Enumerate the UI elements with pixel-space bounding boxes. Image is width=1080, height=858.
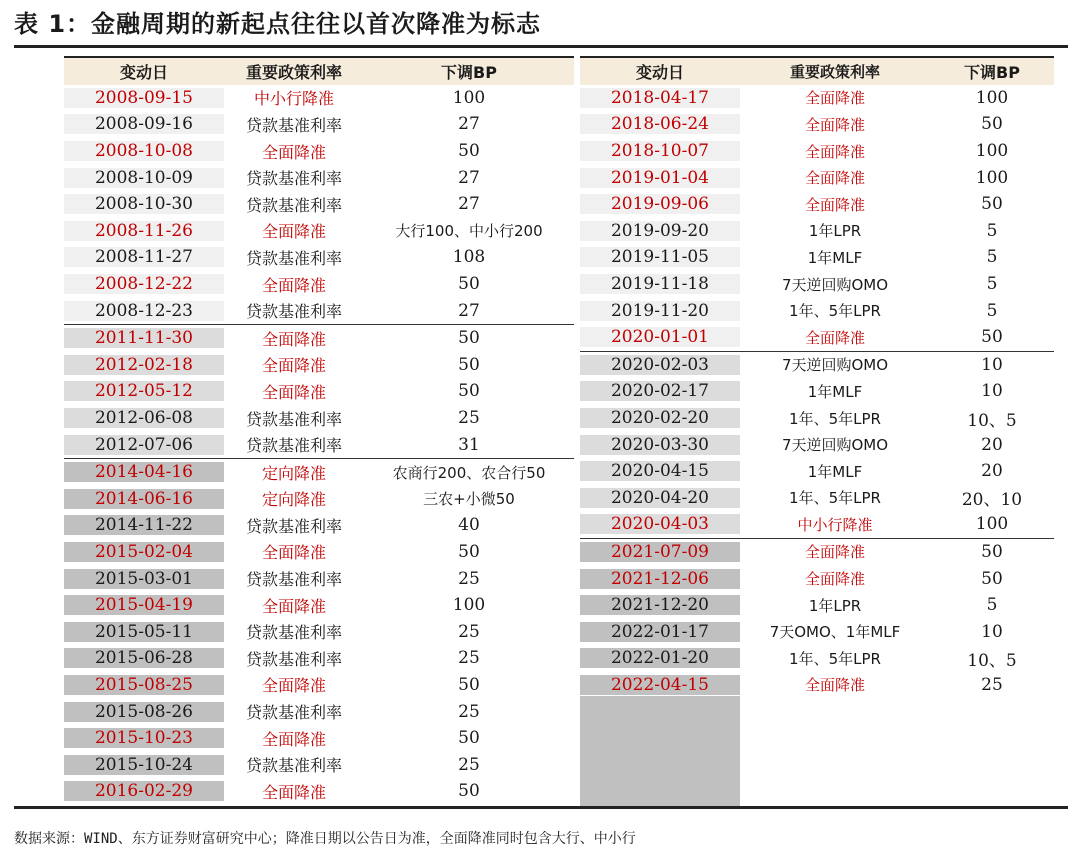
policy-cell: 贷款基准利率 bbox=[245, 703, 342, 723]
policy-cell: 全面降准 bbox=[261, 382, 326, 402]
bp-cell: 100 bbox=[975, 514, 1009, 535]
table-row bbox=[580, 538, 1054, 566]
bp-cell: 25 bbox=[458, 754, 480, 775]
policy-cell: 全面降准 bbox=[804, 676, 865, 695]
table-row bbox=[64, 618, 574, 645]
table-row bbox=[64, 751, 574, 778]
bp-cell: 108 bbox=[452, 247, 486, 268]
policy-cell: 7天逆回购OMO bbox=[781, 356, 889, 375]
bp-cell: 27 bbox=[458, 114, 480, 135]
policy-cell: 贷款基准利率 bbox=[245, 169, 342, 189]
policy-cell: 全面降准 bbox=[804, 115, 865, 134]
date-cell: 2015-08-26 bbox=[64, 702, 224, 722]
policy-cell: 1年MLF bbox=[807, 462, 863, 481]
date-cell: 2022-01-17 bbox=[580, 622, 740, 642]
bp-cell: 25 bbox=[458, 621, 480, 642]
table-row bbox=[580, 378, 1054, 405]
policy-cell: 定向降准 bbox=[261, 463, 326, 483]
policy-cell: 全面降准 bbox=[261, 676, 326, 696]
bp-cell: 10 bbox=[981, 381, 1003, 402]
table-row bbox=[64, 645, 574, 672]
policy-cell: 中小行降准 bbox=[797, 515, 873, 534]
date-cell: 2014-11-22 bbox=[64, 515, 224, 535]
empty-shaded-cell bbox=[580, 696, 740, 806]
policy-cell: 全面降准 bbox=[261, 222, 326, 242]
policy-cell: 全面降准 bbox=[261, 142, 326, 162]
bp-cell: 25 bbox=[458, 701, 480, 722]
policy-cell: 全面降准 bbox=[804, 195, 865, 214]
bp-cell: 100 bbox=[452, 87, 486, 108]
table-row bbox=[64, 244, 574, 271]
date-cell: 2008-10-08 bbox=[64, 141, 224, 161]
policy-cell: 定向降准 bbox=[261, 490, 326, 510]
policy-cell: 1年MLF bbox=[807, 382, 863, 401]
header-bp: 下调BP bbox=[964, 62, 1020, 82]
date-cell: 2008-10-30 bbox=[64, 194, 224, 214]
policy-cell: 贷款基准利率 bbox=[245, 409, 342, 429]
bp-cell: 50 bbox=[458, 381, 480, 402]
bp-cell: 50 bbox=[981, 194, 1003, 215]
table-row bbox=[580, 271, 1054, 298]
date-cell: 2012-06-08 bbox=[64, 408, 224, 428]
table-row bbox=[580, 511, 1054, 538]
bp-cell: 50 bbox=[458, 328, 480, 349]
date-cell: 2020-04-15 bbox=[580, 461, 740, 481]
date-cell: 2019-11-05 bbox=[580, 247, 740, 267]
bp-cell: 20、10 bbox=[961, 490, 1023, 511]
bp-cell: 50 bbox=[458, 274, 480, 295]
date-cell: 2015-10-23 bbox=[64, 728, 224, 748]
bp-cell: 50 bbox=[458, 728, 480, 749]
date-cell: 2022-01-20 bbox=[580, 648, 740, 668]
bp-cell: 50 bbox=[458, 674, 480, 695]
bp-cell: 50 bbox=[981, 568, 1003, 589]
table-row bbox=[64, 297, 574, 324]
date-cell: 2014-06-16 bbox=[64, 489, 224, 509]
table-row bbox=[64, 271, 574, 298]
policy-cell: 全面降准 bbox=[804, 543, 865, 562]
table-row bbox=[64, 539, 574, 566]
header-date: 变动日 bbox=[635, 62, 684, 82]
table-row bbox=[580, 324, 1054, 351]
policy-cell: 1年、5年LPR bbox=[789, 649, 881, 668]
policy-cell: 全面降准 bbox=[804, 169, 865, 188]
date-cell: 2019-11-20 bbox=[580, 301, 740, 321]
table-row bbox=[580, 111, 1054, 138]
date-cell: 2015-06-28 bbox=[64, 648, 224, 668]
bp-cell: 20 bbox=[981, 461, 1003, 482]
table-row bbox=[64, 672, 574, 699]
date-cell: 2014-04-16 bbox=[64, 462, 224, 482]
policy-cell: 1年、5年LPR bbox=[789, 489, 881, 508]
top-rule bbox=[14, 45, 1068, 48]
policy-cell: 全面降准 bbox=[261, 782, 326, 802]
date-cell: 2020-01-01 bbox=[580, 327, 740, 347]
policy-cell: 全面降准 bbox=[261, 329, 326, 349]
bp-cell: 50 bbox=[981, 541, 1003, 562]
date-cell: 2008-12-23 bbox=[64, 301, 224, 321]
bp-cell: 5 bbox=[986, 595, 998, 616]
date-cell: 2015-08-25 bbox=[64, 675, 224, 695]
policy-cell: 全面降准 bbox=[261, 356, 326, 376]
date-cell: 2008-11-26 bbox=[64, 221, 224, 241]
bp-cell: 20 bbox=[981, 434, 1003, 455]
bp-cell: 27 bbox=[458, 167, 480, 188]
date-cell: 2012-02-18 bbox=[64, 355, 224, 375]
bp-cell: 50 bbox=[458, 541, 480, 562]
left-table bbox=[64, 58, 574, 805]
policy-cell: 1年MLF bbox=[807, 248, 863, 267]
bp-cell: 100 bbox=[975, 167, 1009, 188]
policy-cell: 贷款基准利率 bbox=[245, 570, 342, 590]
bp-cell: 10 bbox=[981, 354, 1003, 375]
left-table-body bbox=[64, 85, 574, 805]
table-row bbox=[64, 725, 574, 752]
policy-cell: 1年、5年LPR bbox=[789, 302, 881, 321]
policy-cell: 全面降准 bbox=[804, 570, 865, 589]
bp-cell: 25 bbox=[458, 568, 480, 589]
table-row bbox=[64, 218, 574, 245]
date-cell: 2011-11-30 bbox=[64, 328, 224, 348]
policy-cell: 全面降准 bbox=[804, 142, 865, 161]
date-cell: 2021-12-06 bbox=[580, 569, 740, 589]
table-row bbox=[580, 431, 1054, 458]
table-row bbox=[64, 352, 574, 379]
table-row bbox=[64, 778, 574, 805]
date-cell: 2020-04-03 bbox=[580, 514, 740, 534]
table-row bbox=[64, 378, 574, 405]
date-cell: 2015-02-04 bbox=[64, 542, 224, 562]
bottom-rule bbox=[14, 806, 1068, 809]
source-note: 数据来源：WIND、东方证券财富研究中心；降准日期以公告日为准，全面降准同时包含大行、中小行 bbox=[14, 831, 636, 847]
policy-cell: 贷款基准利率 bbox=[245, 649, 342, 669]
table-row bbox=[580, 485, 1054, 512]
bp-cell: 50 bbox=[458, 781, 480, 802]
table-row bbox=[580, 164, 1054, 191]
bp-cell: 5 bbox=[986, 300, 998, 321]
bp-cell: 50 bbox=[458, 141, 480, 162]
bp-cell: 农商行200、农合行50 bbox=[392, 463, 546, 482]
header-policy: 重要政策利率 bbox=[789, 62, 880, 81]
table-row bbox=[580, 218, 1054, 245]
right-table bbox=[580, 58, 1054, 698]
table-row bbox=[64, 324, 574, 352]
bp-cell: 100 bbox=[975, 141, 1009, 162]
bp-cell: 27 bbox=[458, 194, 480, 215]
policy-cell: 全面降准 bbox=[804, 89, 865, 108]
table-row bbox=[64, 698, 574, 725]
table-row bbox=[64, 405, 574, 432]
policy-cell: 贷款基准利率 bbox=[245, 516, 342, 536]
table-row bbox=[580, 645, 1054, 672]
table-title: 表 1：金融周期的新起点往往以首次降准为标志 bbox=[14, 10, 542, 38]
date-cell: 2015-05-11 bbox=[64, 622, 224, 642]
table-row bbox=[64, 111, 574, 138]
policy-cell: 7天逆回购OMO bbox=[781, 436, 889, 455]
date-cell: 2021-07-09 bbox=[580, 542, 740, 562]
table-row bbox=[64, 565, 574, 592]
table-row bbox=[580, 85, 1054, 112]
bp-cell: 10、5 bbox=[967, 650, 1017, 671]
policy-cell: 1年、5年LPR bbox=[789, 409, 881, 428]
header-bp: 下调BP bbox=[441, 62, 497, 82]
table-row bbox=[580, 191, 1054, 218]
date-cell: 2015-04-19 bbox=[64, 595, 224, 615]
date-cell: 2021-12-20 bbox=[580, 595, 740, 615]
date-cell: 2019-01-04 bbox=[580, 168, 740, 188]
bp-cell: 100 bbox=[452, 595, 486, 616]
table-row bbox=[580, 672, 1054, 699]
date-cell: 2015-10-24 bbox=[64, 755, 224, 775]
bp-cell: 50 bbox=[981, 114, 1003, 135]
date-cell: 2008-12-22 bbox=[64, 274, 224, 294]
table-row bbox=[580, 565, 1054, 592]
policy-cell: 贷款基准利率 bbox=[245, 436, 342, 456]
bp-cell: 5 bbox=[986, 247, 998, 268]
bp-cell: 5 bbox=[986, 274, 998, 295]
date-cell: 2020-02-20 bbox=[580, 408, 740, 428]
date-cell: 2018-06-24 bbox=[580, 114, 740, 134]
date-cell: 2008-11-27 bbox=[64, 247, 224, 267]
table-row bbox=[64, 486, 574, 513]
policy-cell: 7天OMO、1年MLF bbox=[769, 623, 901, 642]
table-row bbox=[64, 138, 574, 165]
policy-cell: 全面降准 bbox=[261, 275, 326, 295]
policy-cell: 全面降准 bbox=[804, 328, 865, 347]
policy-cell: 全面降准 bbox=[261, 596, 326, 616]
policy-cell: 全面降准 bbox=[261, 543, 326, 563]
policy-cell: 中小行降准 bbox=[253, 89, 334, 109]
policy-cell: 贷款基准利率 bbox=[245, 248, 342, 268]
table-row bbox=[580, 405, 1054, 432]
header-date: 变动日 bbox=[119, 62, 168, 82]
bp-cell: 25 bbox=[981, 674, 1003, 695]
policy-cell: 7天逆回购OMO bbox=[781, 275, 889, 294]
table-row bbox=[64, 458, 574, 486]
left-header-row bbox=[64, 58, 574, 85]
date-cell: 2020-03-30 bbox=[580, 435, 740, 455]
date-cell: 2022-04-15 bbox=[580, 675, 740, 695]
policy-cell: 贷款基准利率 bbox=[245, 623, 342, 643]
bp-cell: 50 bbox=[458, 354, 480, 375]
bp-cell: 5 bbox=[986, 220, 998, 241]
policy-cell: 贷款基准利率 bbox=[245, 195, 342, 215]
table-row bbox=[64, 191, 574, 218]
bp-cell: 31 bbox=[458, 434, 480, 455]
date-cell: 2012-05-12 bbox=[64, 381, 224, 401]
bp-cell: 大行100、中小行200 bbox=[395, 222, 543, 241]
policy-cell: 贷款基准利率 bbox=[245, 302, 342, 322]
date-cell: 2019-09-20 bbox=[580, 221, 740, 241]
date-cell: 2020-02-17 bbox=[580, 381, 740, 401]
table-row bbox=[580, 458, 1054, 485]
bp-cell: 100 bbox=[975, 87, 1009, 108]
date-cell: 2008-10-09 bbox=[64, 168, 224, 188]
bp-cell: 10、5 bbox=[967, 410, 1017, 431]
bp-cell: 三农+小微50 bbox=[423, 490, 515, 509]
policy-cell: 全面降准 bbox=[261, 729, 326, 749]
right-table-body bbox=[580, 85, 1054, 699]
policy-cell: 贷款基准利率 bbox=[245, 115, 342, 135]
table-row bbox=[580, 618, 1054, 645]
bp-cell: 50 bbox=[981, 327, 1003, 348]
bp-cell: 25 bbox=[458, 648, 480, 669]
policy-cell: 贷款基准利率 bbox=[245, 756, 342, 776]
policy-cell: 1年LPR bbox=[808, 222, 862, 241]
table-row bbox=[580, 244, 1054, 271]
table-row bbox=[580, 351, 1054, 379]
table-row bbox=[64, 164, 574, 191]
date-cell: 2019-11-18 bbox=[580, 274, 740, 294]
date-cell: 2015-03-01 bbox=[64, 569, 224, 589]
policy-cell: 1年LPR bbox=[808, 596, 862, 615]
table-row bbox=[64, 592, 574, 619]
bp-cell: 27 bbox=[458, 300, 480, 321]
header-policy: 重要政策利率 bbox=[245, 62, 342, 82]
right-header-row bbox=[580, 58, 1054, 85]
table-row bbox=[580, 592, 1054, 619]
table-row bbox=[64, 431, 574, 458]
table-row bbox=[64, 85, 574, 112]
date-cell: 2012-07-06 bbox=[64, 435, 224, 455]
table-row bbox=[64, 512, 574, 539]
date-cell: 2020-02-03 bbox=[580, 355, 740, 375]
table-row bbox=[580, 297, 1054, 324]
date-cell: 2008-09-16 bbox=[64, 114, 224, 134]
table-row bbox=[580, 138, 1054, 165]
date-cell: 2019-09-06 bbox=[580, 194, 740, 214]
date-cell: 2018-04-17 bbox=[580, 88, 740, 108]
date-cell: 2018-10-07 bbox=[580, 141, 740, 161]
date-cell: 2008-09-15 bbox=[64, 88, 224, 108]
date-cell: 2016-02-29 bbox=[64, 781, 224, 801]
bp-cell: 40 bbox=[458, 515, 480, 536]
date-cell: 2020-04-20 bbox=[580, 488, 740, 508]
bp-cell: 25 bbox=[458, 408, 480, 429]
bp-cell: 10 bbox=[981, 621, 1003, 642]
